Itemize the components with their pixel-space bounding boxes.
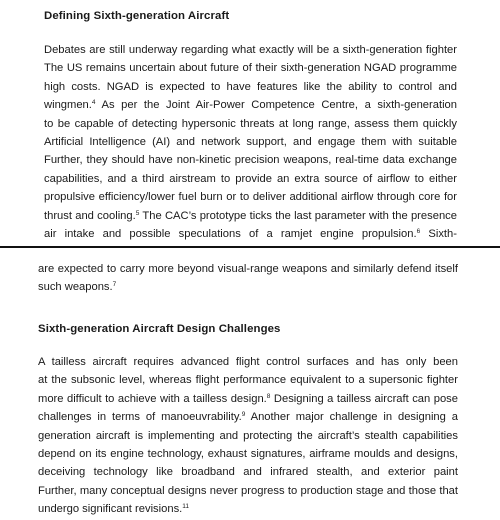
text-line: to be capable of detecting hypersonic threats at long range, assess them quickly [44,117,457,130]
text-line: air intake and possible speculations of a ramjet engine propulsion.$^6$ Sixth- [44,227,457,240]
footnote-ref: 4 [91,99,96,107]
text-line: Artificial Intelligence (AI) and network support, and engage them with suitable [44,135,457,148]
text-line: at the subsonic level, whereas flight performance equivalent to a supersonic fighter [38,374,458,387]
text-line: propulsive efficiency/lower fuel burn or to deliver additional airflow through core for [44,191,457,204]
text-line: Further, they should have non-kinetic precision weapons, real-time data exchange [44,154,457,167]
text-line: such weapons.$^7$ [38,281,117,294]
text-line: are expected to carry more beyond visual-range weapons and similarly defend itself [38,263,458,275]
page-top [0,0,500,246]
section-heading-challenges: Sixth-generation Aircraft Design Challenges [38,323,281,335]
footnote-ref: 5 [135,209,140,217]
section-heading-defining: Defining Sixth-generation Aircraft [44,10,230,22]
text-line: Debates are still underway regarding what exactly will be a sixth-generation fighter [44,44,457,56]
text-line: capabilities, and a third airstream to provide an extra source of airflow to either [44,172,457,185]
text-line: undergo significant revisions.$^{11}$ [38,503,190,516]
footnote-ref: 11 [182,503,190,511]
text-line: The US remains uncertain about future of their sixth-generation NGAD programme [44,62,457,75]
text-line: depend on its engine technology, exhaust signatures, airframe moulds and designs, [38,447,458,460]
page-bottom [0,250,500,520]
text-line: challenges in terms of manoeuvrability.$^9$ Another major challenge in designing a [38,411,458,424]
text-line: A tailless aircraft requires advanced flight control surfaces and has only been [38,356,458,368]
footnote-ref: 9 [241,411,246,419]
text-line: generation aircraft is implementing and protecting the aircraft’s stealth capabilities [38,429,458,442]
paragraph-continuation [38,260,458,297]
footnote-ref: 7 [112,281,117,289]
paragraph-defining [44,41,457,243]
text-line: high costs. NGAD is expected to have features like the ability to control and [44,80,457,93]
text-line: deceiving technology like broadband and infrared stealth, and exterior paint [38,466,458,479]
page-break-divider [0,246,500,248]
text-line: thrust and cooling.$^5$ The CAC’s prototype ticks the last parameter with the presence [44,209,457,222]
footnote-ref: 6 [416,227,421,235]
text-line: Further, many conceptual designs never progress to production stage and those that [38,484,458,497]
text-line: wingmen.$^4$ As per the Joint Air-Power Competence Centre, a sixth-generation [44,99,457,112]
paragraph-challenges [38,353,458,519]
footnote-ref: 8 [266,392,271,400]
text-line: more difficult to achieve with a tailless design.$^8$ Designing a tailless aircraft can pose [38,392,458,405]
